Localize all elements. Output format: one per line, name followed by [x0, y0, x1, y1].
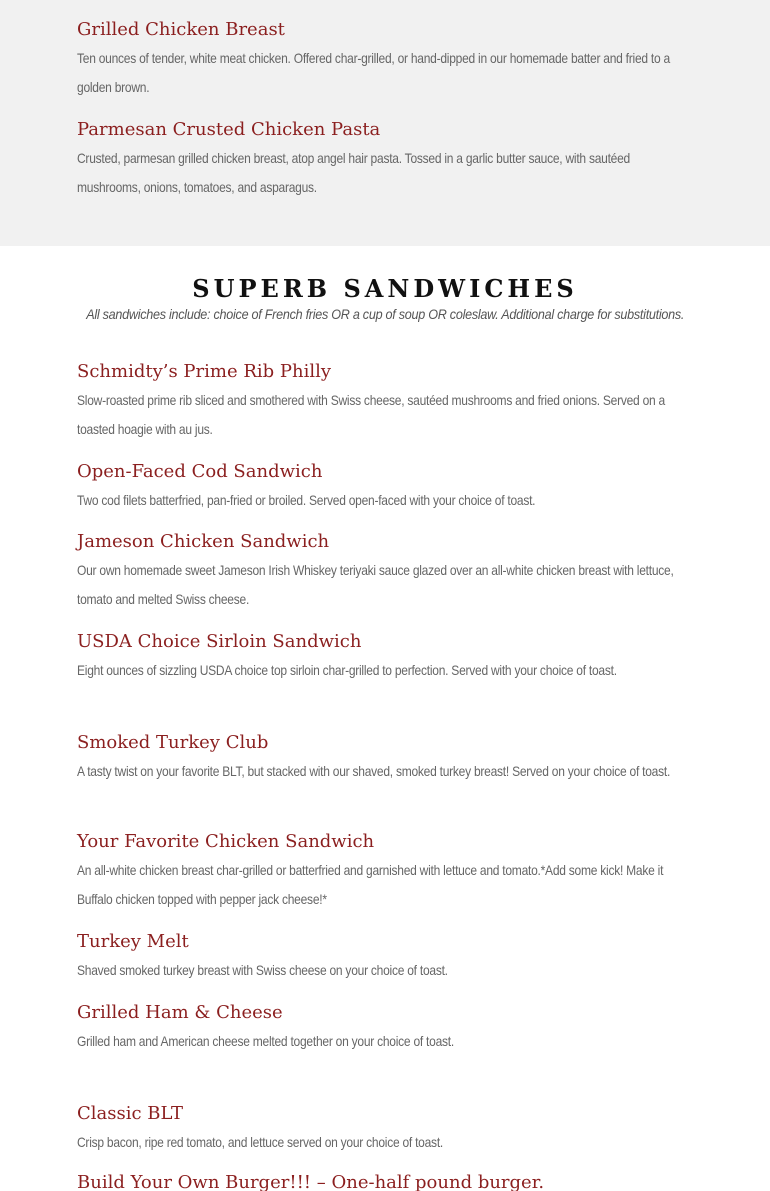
item-title: USDA Choice Sirloin Sandwich	[77, 631, 362, 652]
menu-item-parmesan-crusted-chicken-pasta	[77, 116, 695, 202]
menu-item-turkey-melt	[77, 928, 695, 985]
section-note-text: All sandwiches include: choice of French fries OR a cup of soup OR coleslaw. Additional charge for substitutions.	[86, 306, 684, 322]
item-title: Schmidty’s Prime Rib Philly	[77, 361, 332, 382]
menu-item-open-faced-cod	[77, 458, 695, 515]
item-description: Crusted, parmesan grilled chicken breast, atop angel hair pasta. Tossed in a garlic butter sauce, with sautéed mushrooms, onions, tomatoes, and asparagus.	[77, 150, 630, 195]
item-title: Smoked Turkey Club	[77, 732, 269, 753]
item-description: Slow-roasted prime rib sliced and smothered with Swiss cheese, sautéed mushrooms and fried onions. Served on a toasted hoagie with au jus.	[77, 392, 665, 437]
item-title: Your Favorite Chicken Sandwich	[77, 831, 375, 852]
menu-item-jameson-chicken	[77, 528, 695, 614]
item-description: Two cod filets batterfried, pan-fried or broiled. Served open-faced with your choice of toast.	[77, 492, 536, 508]
item-title: Open-Faced Cod Sandwich	[77, 461, 323, 482]
item-description: Ten ounces of tender, white meat chicken. Offered char-grilled, or hand-dipped in our homemade batter and fried to a golden brown.	[77, 50, 670, 95]
item-description: An all-white chicken breast char-grilled or batterfried and garnished with lettuce and tomato.*Add some kick! Make it Buffalo chicken topped with pepper jack cheese!*	[77, 862, 664, 907]
section-heading-sandwiches: SUPERB SANDWICHES	[192, 274, 578, 303]
item-description: Shaved smoked turkey breast with Swiss cheese on your choice of toast.	[77, 962, 448, 978]
menu-item-grilled-ham-cheese	[77, 999, 695, 1056]
item-title: Grilled Chicken Breast	[77, 19, 285, 40]
item-description: Grilled ham and American cheese melted together on your choice of toast.	[77, 1033, 454, 1049]
item-title: Build Your Own Burger!!! – One-half pound burger.	[77, 1172, 545, 1191]
menu-item-favorite-chicken	[77, 828, 695, 914]
item-description: Eight ounces of sizzling USDA choice top sirloin char-grilled to perfection. Served with your choice of toast.	[77, 662, 617, 678]
menu-item-sirloin-sandwich	[77, 628, 695, 685]
item-title: Turkey Melt	[77, 931, 189, 952]
item-description: A tasty twist on your favorite BLT, but stacked with our shaved, smoked turkey breast! Served on your choice of toast.	[77, 763, 671, 779]
item-description: Crisp bacon, ripe red tomato, and lettuce served on your choice of toast.	[77, 1134, 443, 1150]
menu-item-build-your-own-burger	[77, 1169, 695, 1191]
item-description: Our own homemade sweet Jameson Irish Whiskey teriyaki sauce glazed over an all-white chicken breast with lettuce, tomato and melted Swiss cheese.	[77, 562, 674, 607]
item-title: Parmesan Crusted Chicken Pasta	[77, 119, 381, 140]
item-title: Grilled Ham & Cheese	[77, 1002, 283, 1023]
item-title: Jameson Chicken Sandwich	[77, 531, 330, 552]
item-title: Classic BLT	[77, 1103, 184, 1124]
menu-item-classic-blt	[77, 1100, 695, 1157]
menu-item-grilled-chicken-breast	[77, 16, 695, 102]
section-note	[0, 302, 770, 326]
menu-item-smoked-turkey-club	[77, 729, 695, 786]
menu-item-prime-rib-philly	[77, 358, 695, 444]
